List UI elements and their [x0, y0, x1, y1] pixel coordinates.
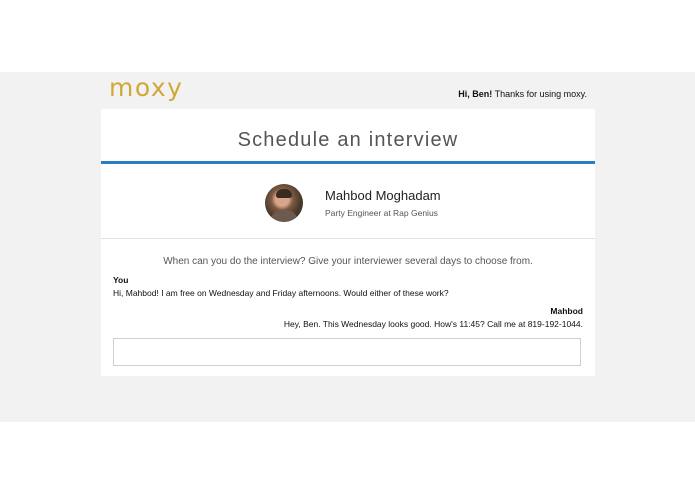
message-text-you: Hi, Mahbod! I am free on Wednesday and Friday afternoons. Would either of these work? — [113, 288, 449, 298]
avatar — [265, 184, 303, 222]
bottom-margin — [0, 422, 695, 494]
reply-input[interactable] — [113, 338, 581, 366]
section-divider — [101, 238, 595, 239]
message-text-mahbod: Hey, Ben. This Wednesday looks good. How's 11:45? Call me at 819-192-1044. — [283, 319, 583, 329]
greeting-message: Thanks for using moxy. — [494, 89, 587, 99]
schedule-card — [101, 109, 595, 376]
message-sender-mahbod: Mahbod — [550, 306, 583, 316]
user-greeting — [458, 88, 587, 100]
greeting-name: Hi, Ben! — [458, 89, 493, 99]
accent-divider — [101, 161, 595, 164]
interviewer-role: Party Engineer at Rap Genius — [325, 208, 438, 218]
page-title: Schedule an interview — [237, 129, 459, 151]
interviewer-name: Mahbod Moghadam — [325, 188, 441, 203]
avatar-shirt-shape — [271, 210, 297, 222]
avatar-hair-shape — [276, 189, 292, 198]
scheduling-prompt: When can you do the interview? Give your interviewer several days to choose from. — [163, 256, 533, 267]
top-margin — [0, 0, 695, 72]
moxy-logo[interactable]: moxy — [109, 73, 184, 102]
message-sender-you: You — [113, 275, 129, 285]
